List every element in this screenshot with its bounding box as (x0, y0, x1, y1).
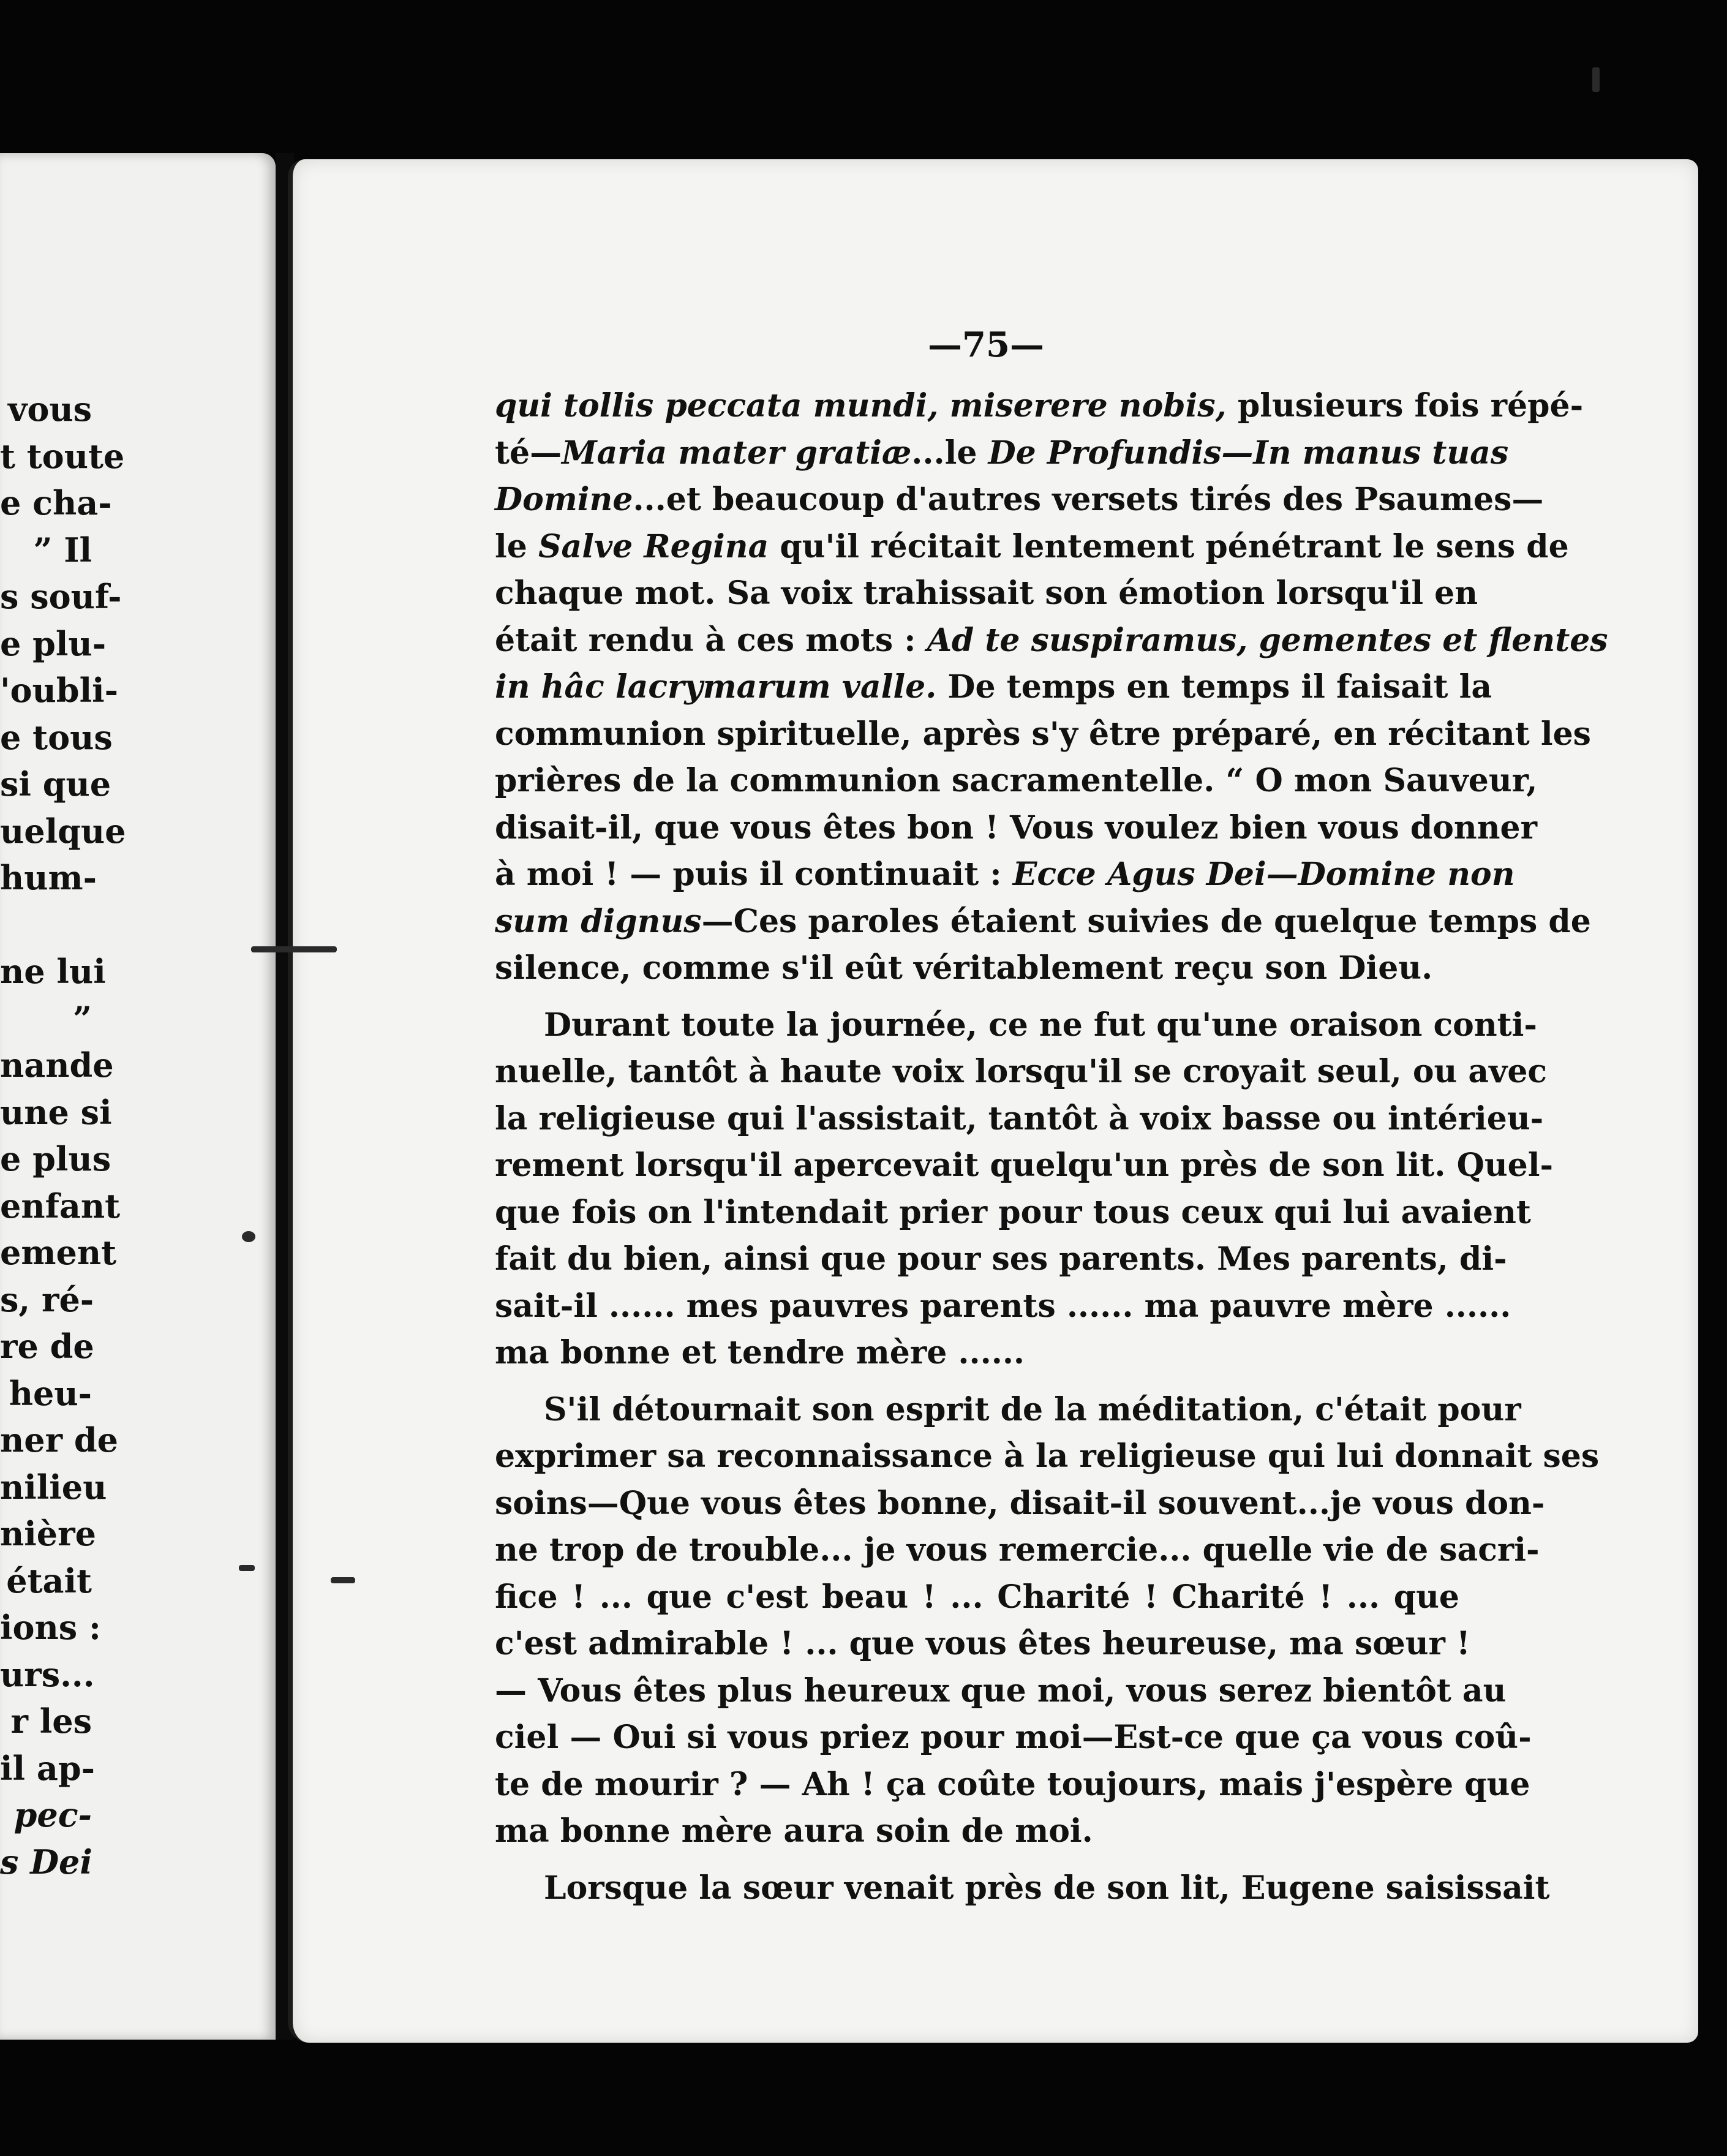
left-page-fragment: si que (0, 764, 111, 804)
text-line (495, 1433, 1600, 1480)
text-line (495, 1668, 1507, 1715)
left-page-fragment: heu- (9, 1373, 92, 1413)
text-line (495, 1574, 1459, 1621)
text-line (495, 1049, 1548, 1096)
left-page-fragment: e plus (0, 1139, 111, 1178)
text-run: que fois on l'intendait prier pour tous ceux qui lui avaient (495, 1193, 1531, 1231)
text-line (495, 805, 1537, 852)
left-page-fragment: e cha- (0, 483, 112, 522)
text-run: disait-il, que vous êtes bon ! Vous voulez bien vous donner (495, 809, 1537, 846)
text-line (495, 1283, 1511, 1330)
left-page-fragment: t toute (0, 436, 125, 476)
text-line (495, 1621, 1470, 1668)
text-run: soins—Que vous êtes bonne, disait-il souvent...je vous don- (495, 1484, 1545, 1522)
text-line (495, 430, 1509, 477)
text-run: —Ces paroles étaient suivies de quelque temps de (701, 902, 1591, 940)
text-run: Durant toute la journée, ce ne fut qu'une oraison conti- (544, 1006, 1538, 1044)
text-line (495, 664, 1492, 711)
text-run: rement lorsqu'il apercevait quelqu'un près de son lit. Quel- (495, 1147, 1554, 1184)
left-page-fragment: ner de (0, 1420, 118, 1460)
left-page-fragment: r les (10, 1702, 92, 1741)
text-line (495, 1527, 1540, 1574)
text-line (495, 1480, 1545, 1528)
left-page-fragment: ement (0, 1233, 117, 1272)
latin-phrase: Domine (495, 481, 633, 518)
text-run: ne trop de trouble... je vous remercie... quelle vie de sacri- (495, 1531, 1540, 1569)
text-run: Lorsque la sœur venait près de son lit, Eugene saisissait (544, 1869, 1550, 1907)
text-run: té— (495, 434, 562, 472)
text-run: ...et beaucoup d'autres versets tirés des Psaumes— (633, 481, 1544, 518)
text-run: — Vous êtes plus heureux que moi, vous serez bientôt au (495, 1672, 1507, 1709)
text-run: nuelle, tantôt à haute voix lorsqu'il se croyait seul, ou avec (495, 1053, 1548, 1090)
left-page (0, 153, 276, 2040)
left-page-fragment: urs... (0, 1654, 95, 1694)
text-line (495, 758, 1538, 805)
left-page-fragment: pec- (13, 1795, 92, 1834)
left-page-fragment: s souf- (0, 577, 122, 616)
text-line (495, 1096, 1544, 1143)
text-run: De temps en temps il faisait la (936, 668, 1492, 706)
text-run: S'il détournait son esprit de la méditation, c'était pour (544, 1390, 1521, 1428)
text-line (495, 851, 1515, 899)
latin-phrase: Ad te suspiramus, gementes et flentes (927, 621, 1608, 659)
text-run: qu'il récitait lentement pénétrant le sens de (769, 527, 1569, 565)
left-page-fragment: hum- (0, 858, 97, 897)
left-page-fragment: il ap- (0, 1748, 95, 1788)
text-run: prières de la communion sacramentelle. “ O mon Sauveur, (495, 762, 1538, 799)
text-run: la religieuse qui l'assistait, tantôt à voix basse ou intérieu- (495, 1099, 1544, 1137)
left-page-fragment: une si (0, 1092, 112, 1132)
page-body-text (495, 383, 1608, 1912)
page-number: —75— (928, 325, 1044, 365)
text-line (495, 383, 1584, 430)
left-page-fragment: enfant (0, 1186, 121, 1226)
left-page-fragment: re de (0, 1327, 94, 1366)
latin-phrase: in hâc lacrymarum valle. (495, 668, 937, 706)
text-line (495, 1142, 1554, 1189)
left-page-fragment: s, ré- (0, 1280, 94, 1319)
text-run: exprimer sa reconnaissance à la religieuse qui lui donnait ses (495, 1438, 1600, 1475)
text-line (495, 1808, 1459, 1855)
left-page-fragment: ne lui (0, 952, 106, 991)
latin-phrase: Ecce Agus Dei—Domine non (1012, 856, 1515, 893)
latin-phrase: De Profundis—In manus tuas (988, 434, 1509, 472)
left-page-fragment: s Dei (0, 1842, 92, 1882)
left-page-fragment: nière (0, 1514, 96, 1553)
latin-phrase: sum dignus (495, 902, 702, 940)
text-line (495, 617, 1608, 665)
text-run: fice ! ... que c'est beau ! ... Charité ! Charité ! ... que (495, 1578, 1459, 1616)
text-run: te de mourir ? — Ah ! ça coûte toujours, mais j'espère que (495, 1765, 1530, 1803)
text-line (495, 1330, 1459, 1377)
text-run: le (495, 527, 538, 565)
text-run: fait du bien, ainsi que pour ses parents. Mes parents, di- (495, 1240, 1507, 1278)
latin-phrase: qui tollis peccata mundi, miserere nobis, (495, 387, 1227, 424)
text-line (495, 1762, 1530, 1809)
left-page-fragment: nilieu (0, 1467, 107, 1507)
left-page-fragment (0, 902, 92, 949)
text-run: communion spirituelle, après s'y être préparé, en récitant les (495, 715, 1591, 753)
text-line (495, 899, 1591, 946)
latin-phrase: Salve Regina (538, 527, 769, 565)
latin-phrase: Maria mater gratiæ (562, 434, 912, 472)
text-run: était rendu à ces mots : (495, 621, 927, 659)
left-page-fragment: e tous (0, 717, 113, 757)
text-line (495, 1002, 1538, 1049)
text-line (495, 1189, 1531, 1237)
left-page-fragment: vous (7, 390, 92, 429)
text-line (495, 711, 1591, 758)
text-run: ma bonne mère aura soin de moi. (495, 1812, 1093, 1850)
text-run: sait-il ...... mes pauvres parents ...... ma pauvre mère ...... (495, 1287, 1511, 1325)
text-run: plusieurs fois répé- (1226, 387, 1584, 424)
text-line (495, 524, 1569, 571)
text-run: ...le (911, 434, 988, 472)
left-page-fragment: ” Il (33, 530, 92, 570)
text-run: silence, comme s'il eût véritablement reçu son Dieu. (495, 949, 1433, 987)
text-run: ciel — Oui si vous priez pour moi—Est-ce que ça vous coû- (495, 1719, 1532, 1756)
left-page-fragment: était (6, 1561, 92, 1600)
text-line (495, 945, 1459, 992)
text-run: c'est admirable ! ... que vous êtes heureuse, ma sœur ! (495, 1625, 1470, 1662)
left-page-fragment: e plu- (0, 624, 107, 663)
text-run: chaque mot. Sa voix trahissait son émotion lorsqu'il en (495, 575, 1478, 612)
text-line (495, 1387, 1521, 1434)
text-line (495, 1236, 1507, 1283)
text-line (495, 570, 1478, 617)
text-run: ma bonne et tendre mère ...... (495, 1334, 1025, 1371)
left-page-text-fragments (0, 386, 126, 1885)
text-line (495, 477, 1544, 524)
text-line (495, 1714, 1532, 1762)
left-page-fragment: ions : (0, 1608, 101, 1647)
left-page-fragment: 'oubli- (0, 671, 119, 710)
left-page-fragment: uelque (0, 811, 126, 851)
text-line (495, 1865, 1550, 1912)
left-page-fragment: nande (0, 1046, 114, 1085)
left-page-fragment: ” (72, 998, 92, 1038)
text-run: à moi ! — puis il continuait : (495, 856, 1013, 893)
